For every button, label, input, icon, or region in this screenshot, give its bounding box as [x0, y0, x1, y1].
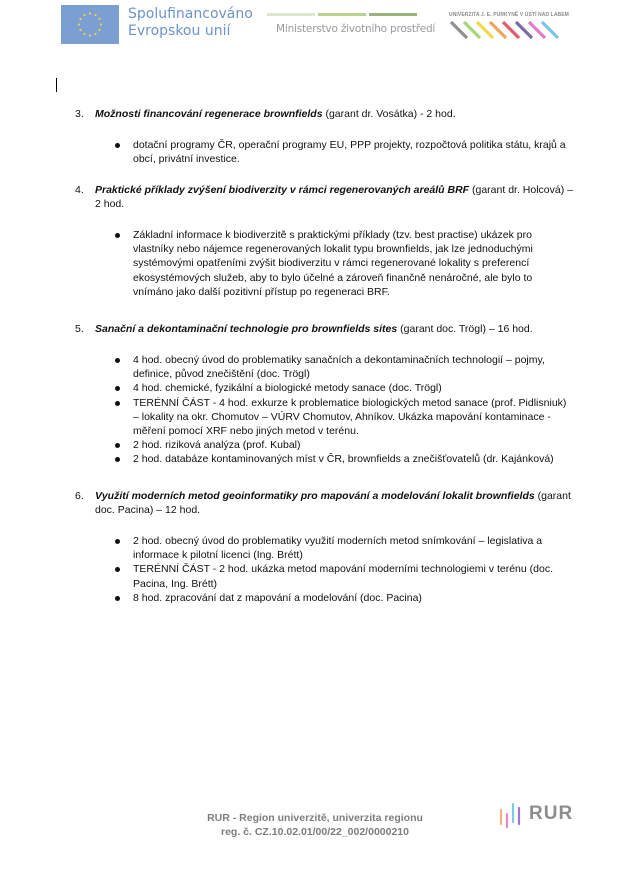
section-title: Sanační a dekontaminační technologie pro brownfields sites — [95, 323, 398, 335]
eu-star-icon — [94, 14, 96, 16]
section-guarantor: (garant doc. Pacina) – 12 hod. — [95, 490, 571, 517]
bullet-list — [113, 534, 575, 605]
section-heading — [95, 322, 573, 336]
section-heading — [95, 183, 573, 211]
section-guarantor: (garant dr. Holcová) – 2 hod. — [95, 184, 573, 211]
list-item-text: TERÉNNÍ ČÁST - 2 hod. ukázka metod mapování moderními technologiemi v terénu (doc. Pacina, Ing. Brétt) — [133, 563, 553, 590]
list-item-text: 4 hod. chemické, fyzikální a biologické metody sanace (doc. Trögl) — [133, 382, 442, 395]
bullet-icon — [115, 596, 120, 601]
bullet-icon — [115, 386, 120, 391]
section-title: Praktické příklady zvýšení biodiverzity v rámci regenerovaných areálů BRF — [95, 184, 470, 196]
section-number: 3. — [75, 108, 84, 120]
rur-logo-text: RUR — [529, 803, 574, 824]
eu-star-icon — [79, 18, 81, 20]
ministry-logo-bars — [267, 13, 417, 17]
eu-star-icon — [83, 14, 85, 16]
bullet-icon — [115, 358, 120, 363]
page-header — [0, 0, 629, 56]
footer-registration-number: reg. č. CZ.10.02.01/00/22_002/0000210 — [221, 826, 409, 838]
footer-project-name: RUR - Region univerzitě, univerzita regionu — [207, 812, 423, 824]
section-guarantor: (garant dr. Vosátka) - 2 hod. — [322, 108, 456, 120]
eu-star-icon — [83, 33, 85, 35]
section-heading — [95, 107, 573, 121]
bullet-icon — [115, 143, 120, 148]
eu-flag-icon — [61, 5, 119, 44]
section-guarantor: (garant doc. Trögl) – 16 hod. — [397, 323, 533, 335]
list-item-text: 2 hod. riziková analýza (prof. Kubal) — [133, 439, 301, 452]
list-item-text: 8 hod. zpracování dat z mapování a modelování (doc. Pacina) — [133, 591, 422, 604]
eu-logo-line2: Evropskou unií — [128, 23, 231, 39]
bullet-list — [113, 138, 575, 166]
list-item — [113, 396, 575, 439]
list-item — [113, 353, 575, 381]
list-item-text: 2 hod. obecný úvod do problematiky využití moderních metod snímkování – legislativa a informace k pilotní licenci (Ing. Brétt) — [133, 535, 543, 562]
university-logo-stripes-icon — [449, 20, 569, 40]
list-item-text: dotační programy ČR, operační programy EU, PPP projekty, rozpočtová politika státu, krajů a obcí, privátní investice. — [133, 139, 566, 166]
bullet-icon — [115, 233, 120, 238]
bullet-icon — [115, 567, 120, 572]
bullet-icon — [115, 443, 120, 448]
list-item-text: 2 hod. databáze kontaminovaných míst v ČR, brownfields a znečišťovatelů (dr. Kajánková) — [133, 453, 554, 466]
list-item — [113, 452, 575, 466]
list-item — [113, 438, 575, 452]
eu-cofinanced-logo-text — [128, 6, 253, 40]
bullet-icon — [115, 401, 120, 406]
text-cursor — [56, 78, 57, 92]
section-number: 4. — [75, 184, 84, 196]
bullet-list — [113, 228, 575, 299]
eu-star-icon — [89, 34, 91, 36]
eu-star-icon — [98, 29, 100, 31]
ministry-bar — [318, 13, 366, 16]
section-title: Možnosti financování regenerace brownfields — [95, 108, 323, 120]
section-title: Využití moderních metod geoinformatiky pro mapování a modelování lokalit brownfields — [95, 490, 535, 502]
rur-logo-bars-icon — [499, 802, 523, 828]
list-item — [113, 138, 575, 166]
bullet-icon — [115, 539, 120, 544]
section-heading — [95, 489, 573, 517]
eu-star-icon — [98, 18, 100, 20]
list-item-text: TERÉNNÍ ČÁST - 4 hod. exkurze k problematice biologických metod sanace (prof. Pidlisniuk) – lokality na okr. Chomutov – VÚRV Chomutov, Ahníkov. Ukázka mapování kontaminace - měření pomocí XRF nebo jiných metod v terénu. — [133, 396, 567, 438]
bullet-list — [113, 353, 575, 467]
ministry-logo-text: Ministerstvo životního prostředí — [276, 23, 436, 35]
eu-star-icon — [89, 12, 91, 14]
bullet-icon — [115, 457, 120, 462]
university-logo-text: UNIVERZITA J. E. PURKYNĚ V ÚSTÍ NAD LABEM — [449, 12, 569, 18]
list-item — [113, 562, 575, 590]
eu-star-icon — [79, 29, 81, 31]
eu-star-icon — [78, 23, 80, 25]
list-item — [113, 228, 575, 299]
eu-star-icon — [94, 33, 96, 35]
ministry-bar — [267, 13, 315, 16]
list-item — [113, 381, 575, 395]
eu-logo-line1: Spolufinancováno — [128, 6, 253, 22]
list-item-text: Základní informace k biodiverzitě s praktickými příklady (tzv. best practise) ukázek pro vlastníky nebo nájemce regenerovaných lokalit typu brownfields, jak lze jednoduchými systémovými opatřeními zvýšit biodiverzitu v rámci regenerované lokality s preferencí ekosystémových služeb, aby to bylo účelné a zároveň finančně nenáročné, ale bylo to vnímáno jako další pozitivní přístup po regeneraci BRF. — [133, 229, 533, 298]
ministry-bar — [369, 13, 417, 16]
page-footer — [190, 811, 440, 839]
section-number: 6. — [75, 490, 84, 502]
list-item — [113, 534, 575, 562]
rur-logo — [499, 800, 579, 830]
list-item-text: 4 hod. obecný úvod do problematiky sanačních a dekontaminačních technologií – pojmy, definice, původ znečištění (doc. Trögl) — [133, 354, 545, 381]
eu-star-icon — [100, 23, 102, 25]
section-number: 5. — [75, 323, 84, 335]
list-item — [113, 591, 575, 605]
